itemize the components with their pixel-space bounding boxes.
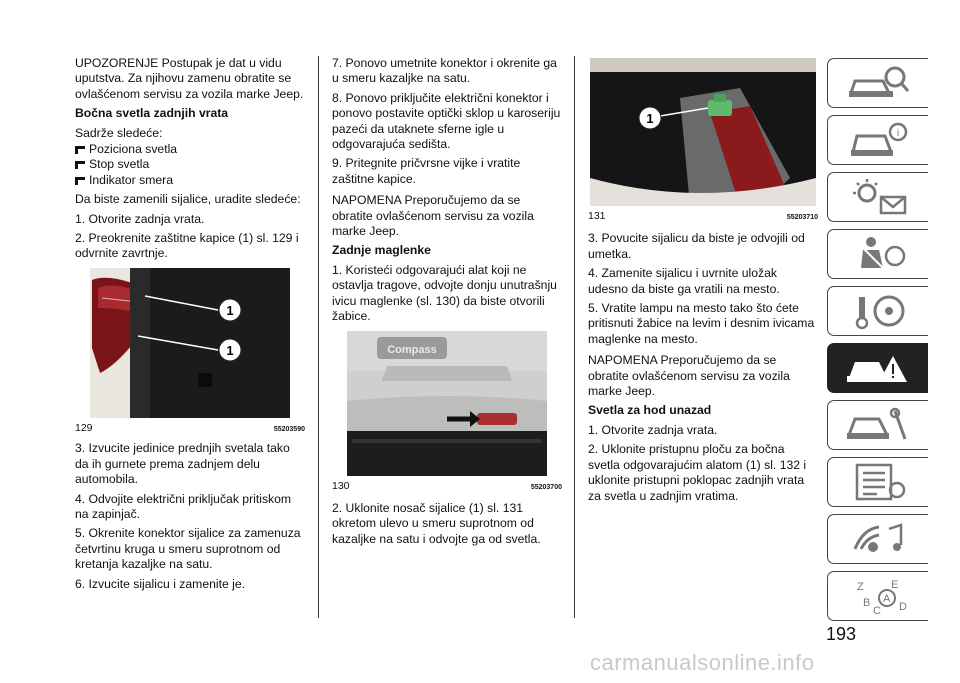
figure-130 [332, 331, 562, 495]
column-divider [574, 56, 575, 618]
list-item [75, 142, 305, 157]
svg-text:E: E [891, 579, 899, 591]
callout-label: 1 [646, 111, 654, 126]
tab-multimedia[interactable] [827, 514, 928, 564]
compass-badge: Compass [387, 343, 437, 356]
figure-code: 55203700 [530, 483, 562, 491]
step: 7. Ponovo umetnite konektor i okrenite ga u smeru kazaljke na satu. [332, 56, 557, 86]
list-item-text: Poziciona svetla [89, 142, 178, 157]
svg-text:B: B [863, 597, 871, 609]
car-tools-icon [843, 405, 913, 445]
figure-image [75, 268, 305, 418]
note-paragraph: NAPOMENA Preporučujemo da se obratite ovlašćenom servisu za vozila marke Jeep. [332, 193, 534, 239]
seatbelt-airbag-icon [843, 234, 913, 274]
tab-warning-lights[interactable] [827, 172, 928, 222]
index-abc-icon [843, 576, 913, 616]
step: 5. Okrenite konektor sijalice za zamenuza četvrtinu kruga u smeru suprotnom od kretanja kazaljke na satu. [75, 526, 301, 572]
column-divider [318, 56, 319, 618]
step: 1. Koristeći odgovarajući alat koji ne ostavlja tragove, odvojte donju unutrašnju ivicu maglenke (sl. 130) da biste otvorili žabice. [332, 262, 557, 324]
step: 3. Izvucite jedinice prednjih svetala tako da ih gurnete prema zadnjem delu automobila. [75, 441, 290, 487]
step: 2. Uklonite pristupnu ploču za bočna svetla odgovarajućim alatom (1) sl. 132 i uklonite pristupni poklopac zadnjih vrata za svetla u zadnjim vratima. [588, 442, 807, 503]
note-paragraph: NAPOMENA Preporučujemo da se obratite ovlašćenom servisu za vozila marke Jeep. [588, 353, 790, 399]
multimedia-icon [843, 519, 913, 559]
warning-lights-icon [843, 177, 913, 217]
tab-car-tools[interactable] [827, 400, 928, 450]
svg-text:i: i [896, 128, 900, 139]
tab-car-info[interactable] [827, 58, 928, 108]
bullet-icon [75, 146, 85, 154]
figure-number: 131 [588, 210, 606, 222]
bullet-icon [75, 161, 85, 169]
paragraph: Da biste zamenili sijalice, uradite sledeće: [75, 192, 301, 207]
tab-car-emergency[interactable] [827, 343, 928, 393]
callout-label: 1 [226, 342, 234, 358]
svg-text:D: D [899, 601, 907, 613]
section-heading: Zadnje maglenke [332, 243, 431, 258]
step: 4. Odvojite električni priključak pritiskom na zapinjač. [75, 491, 292, 521]
figure-code: 55203590 [273, 425, 305, 433]
figure-caption [332, 479, 562, 495]
step: 6. Izvucite sijalicu i zamenite je. [75, 576, 246, 591]
list-item-text: Stop svetla [89, 157, 150, 172]
car-emergency-icon [843, 348, 913, 388]
figure-number: 129 [75, 421, 93, 434]
svg-text:C: C [873, 605, 881, 616]
chapter-tabs [827, 58, 928, 628]
step: 8. Ponovo priključite električni konektor i ponovo postavite optički sklop u karoseriju pazeći da utaknete sferne igle u odgovarajuća sedišta. [332, 90, 561, 152]
list-item [75, 173, 305, 188]
tab-key-steering[interactable] [827, 286, 928, 336]
paragraph: Sadrže sledeće: [75, 125, 163, 140]
list-item-text: Indikator smera [89, 172, 173, 187]
tab-car-alert[interactable] [827, 115, 928, 165]
column-1 [75, 56, 305, 596]
page-number: 193 [826, 624, 857, 644]
callout-label: 1 [226, 302, 234, 318]
figure-image [588, 58, 818, 206]
step: 1. Otvorite zadnja vrata. [588, 422, 718, 437]
figure-caption [75, 421, 305, 437]
svg-text:Z: Z [857, 581, 864, 593]
step: 5. Vratite lampu na mesto tako što ćete pritisnuti žabice na levim i desnim ivicama maglenke na mesto. [588, 301, 815, 346]
figure-number: 130 [332, 479, 350, 492]
section-heading: Bočna svetla zadnjih vrata [75, 106, 229, 121]
figure-131 [588, 58, 818, 225]
step: 4. Zamenite sijalicu i uvrnite uložak udesno da biste ga vratili na mesto. [588, 266, 780, 296]
section-heading: Svetla za hod unazad [588, 403, 712, 418]
tab-spec-list[interactable] [827, 457, 928, 507]
column-2 [332, 56, 562, 551]
figure-image [332, 331, 562, 476]
step: 2. Uklonite nosač sijalice (1) sl. 131 okretom ulevo u smeru suprotnom od kazaljke na satu i odvojte ga od svetla. [332, 500, 541, 546]
spec-list-icon [843, 462, 913, 502]
tab-seatbelt-airbag[interactable] [827, 229, 928, 279]
step: 1. Otvorite zadnja vrata. [75, 211, 205, 226]
figure-129 [75, 268, 305, 437]
warning-paragraph: UPOZORENJE Postupak je dat u vidu uputstva. Za njihovu zamenu obratite se ovlašćenom servisu za vozila marke Jeep. [75, 56, 304, 101]
key-steering-icon [843, 291, 913, 331]
column-3 [588, 56, 818, 508]
list-item [75, 157, 305, 172]
watermark-footer[interactable]: carmanualsonline.info [590, 650, 815, 675]
step: 9. Pritegnite pričvrsne vijke i vratite zaštitne kapice. [332, 156, 521, 186]
car-alert-icon [843, 120, 913, 160]
figure-code: 55203710 [786, 214, 818, 221]
svg-text:A: A [883, 593, 891, 605]
bullet-icon [75, 177, 85, 185]
step: 3. Povucite sijalicu da biste je odvojili od umetka. [588, 231, 805, 261]
step: 2. Preokrenite zaštitne kapice (1) sl. 129 i odvrnite zavrtnje. [75, 231, 299, 261]
car-info-icon [843, 63, 913, 103]
figure-caption [588, 209, 818, 225]
tab-index[interactable] [827, 571, 928, 621]
